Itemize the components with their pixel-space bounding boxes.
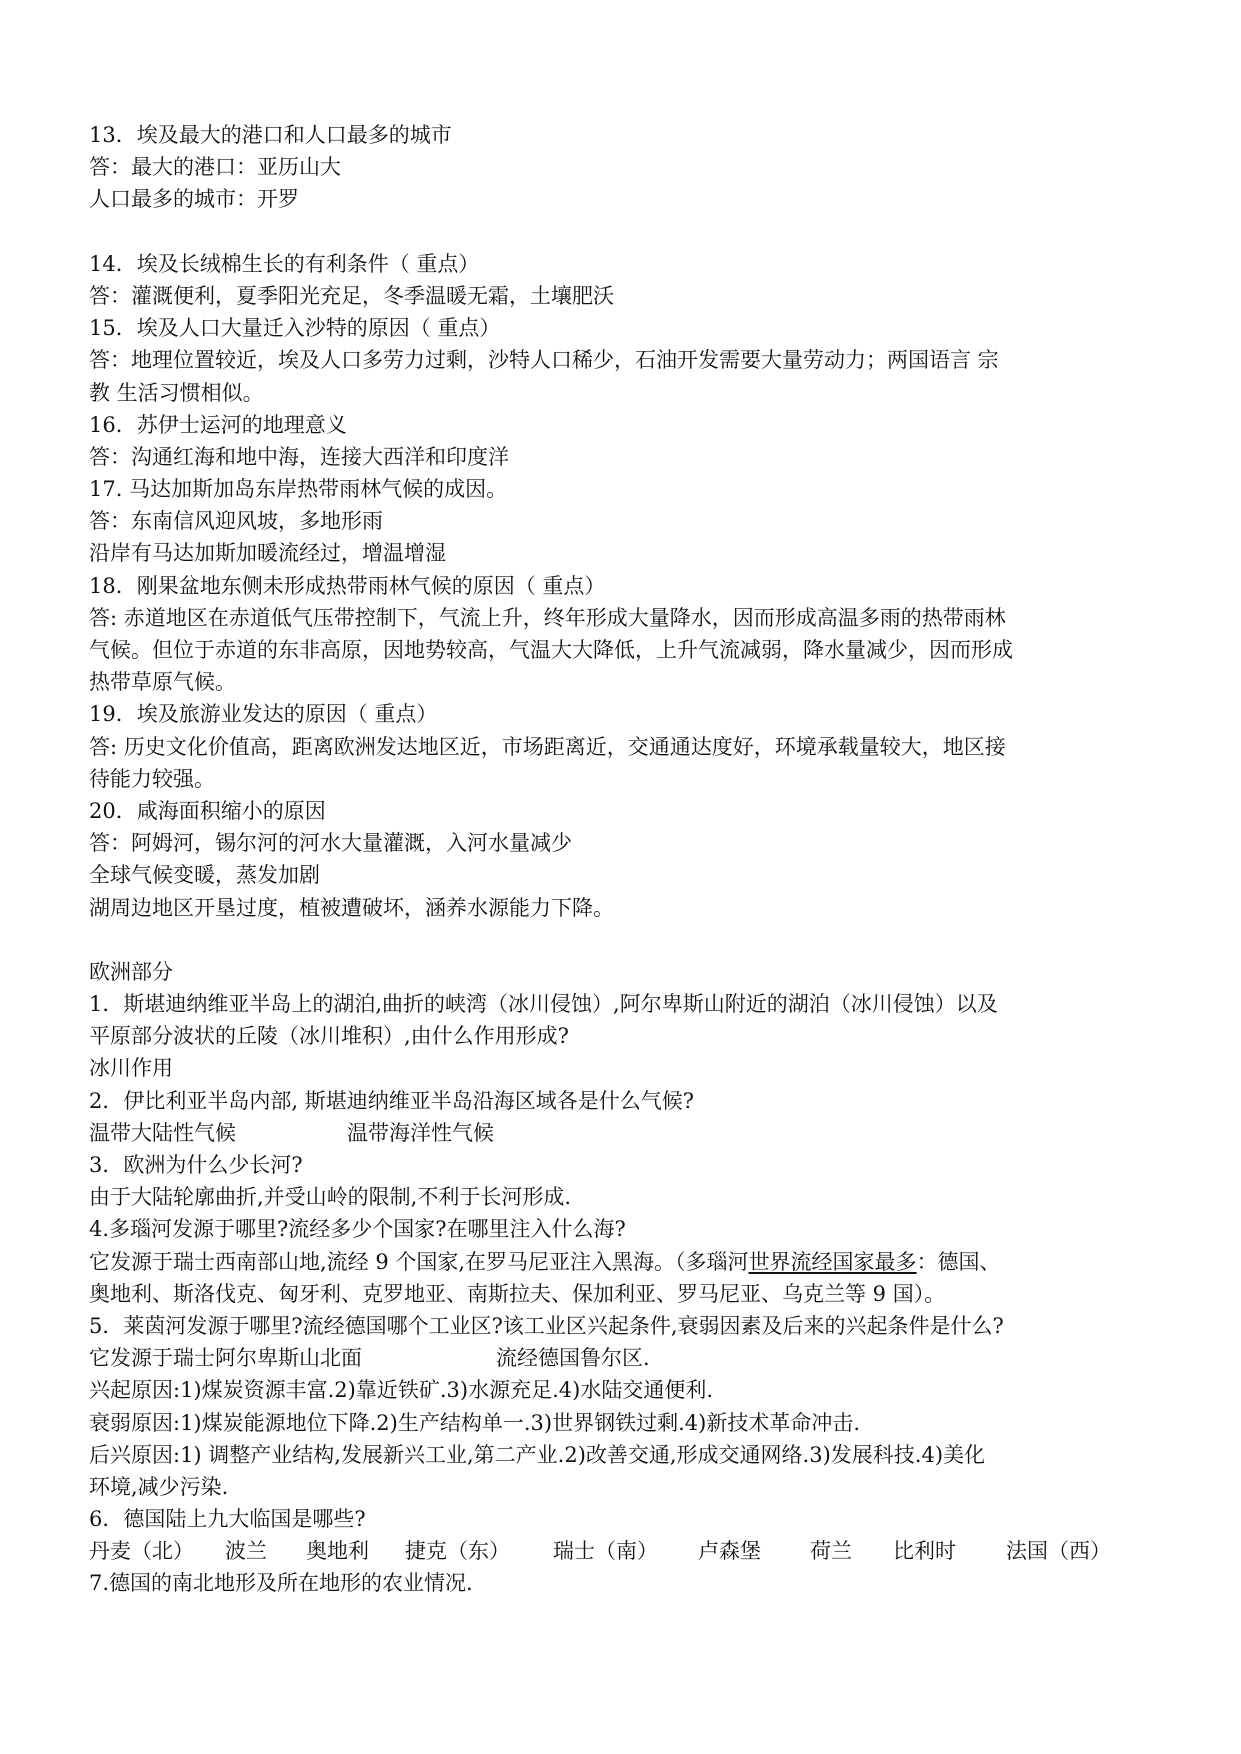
neighbor-item: 荷兰 [810,1539,852,1564]
answer-17a: 答：东南信风迎风坡，多地形雨 [89,509,383,534]
europe-question-5: 5．莱茵河发源于哪里?流经德国哪个工业区?该工业区兴起条件,衰弱因素及后来的兴起条件是什么? [89,1313,1004,1338]
climate-right: 温带海洋性气候 [347,1120,494,1145]
neighbor-item: 瑞士（南） [553,1539,658,1564]
question-17: 17. 马达加斯加岛东岸热带雨林气候的成因。 [89,477,508,502]
neighbor-item: 卢森堡 [698,1539,761,1564]
europe-answer-1: 冰川作用 [89,1056,173,1081]
question-14: 14．埃及长绒棉生长的有利条件（ 重点） [89,251,480,276]
question-13: 13．埃及最大的港口和人口最多的城市 [89,123,452,147]
answer-15b: 教 生活习惯相似。 [89,380,264,405]
europe-answer-2 [89,1117,1179,1149]
neighbor-item: 捷克（东） [405,1539,510,1564]
answer-17b: 沿岸有马达加斯加暖流经过，增温增湿 [89,541,446,566]
answer-16: 答：沟通红海和地中海，连接大西洋和印度洋 [89,444,509,469]
answer-18a: 答: 赤道地区在赤道低气压带控制下，气流上升，终年形成大量降水，因而形成高温多雨的热带雨林 [89,605,1006,630]
blank-line [89,216,1179,248]
danube-underlined: 世界流经国家最多 [748,1249,917,1274]
question-19: 19．埃及旅游业发达的原因（ 重点） [89,702,438,727]
europe-question-2: 2．伊比利亚半岛内部, 斯堪迪纳维亚半岛沿海区域各是什么气候? [89,1088,694,1113]
neighbor-item: 波兰 [225,1539,267,1564]
answer-20b: 全球气候变暖，蒸发加剧 [89,863,320,888]
blank-line [89,924,1179,956]
question-20: 20．咸海面积缩小的原因 [89,798,326,823]
answer-19a: 答: 历史文化价值高，距离欧洲发达地区近，市场距离近，交通通达度好，环境承载量较大，地区接 [89,734,1006,759]
answer-13a: 答：最大的港口：亚历山大 [89,155,341,180]
answer-14: 答：灌溉便利，夏季阳光充足，冬季温暖无霜，土壤肥沃 [89,283,614,308]
europe-answer-4a [89,1246,1179,1278]
revival-reasons-b: 环境,减少污染. [89,1474,229,1499]
answer-15a: 答：地理位置较近，埃及人口多劳力过剩，沙特人口稀少，石油开发需要大量劳动力；两国语言 宗 [89,348,999,373]
europe-question-4: 4.多瑙河发源于哪里?流经多少个国家?在哪里注入什么海? [89,1217,626,1242]
neighbor-item: 丹麦（北） [89,1539,194,1564]
answer-18b: 气候。但位于赤道的东非高原，因地势较高，气温大大降低，上升气流减弱，降水量减少，因而形成 [89,638,1013,662]
neighbor-item: 法国（西） [1006,1539,1111,1564]
europe-answer-3: 由于大陆轮廓曲折,并受山岭的限制,不利于长河形成. [89,1185,572,1210]
answer-20c: 湖周边地区开垦过度，植被遭破坏，涵养水源能力下降。 [89,895,614,920]
question-16: 16．苏伊士运河的地理意义 [89,412,347,437]
document-body [89,119,1179,1600]
revival-reasons-a: 后兴原因:1) 调整产业结构,发展新兴工业,第二产业.2)改善交通,形成交通网络.3)发展科技.4)美化 [89,1442,986,1467]
climate-left: 温带大陆性气候 [89,1120,236,1145]
neighbor-item: 奥地利 [306,1539,369,1564]
decline-reasons: 衰弱原因:1)煤炭能源地位下降.2)生产结构单一.3)世界钢铁过剩.4)新技术革命冲击. [89,1410,860,1435]
europe-answer-4b: 奥地利、斯洛伐克、匈牙利、克罗地亚、南斯拉夫、保加利亚、罗马尼亚、乌克兰等 9 国）。 [89,1281,946,1306]
rise-reasons: 兴起原因:1)煤炭资源丰富.2)靠近铁矿.3)水源充足.4)水陆交通便利. [89,1378,713,1403]
section-heading-europe: 欧洲部分 [89,959,173,984]
europe-question-1b: 平原部分波状的丘陵（冰川堆积）,由什么作用形成? [89,1024,569,1049]
question-15: 15．埃及人口大量迁入沙特的原因（ 重点） [89,316,501,341]
answer-20a: 答：阿姆河，锡尔河的河水大量灌溉，入河水量减少 [89,831,572,856]
rhine-region: 流经德国鲁尔区. [496,1346,650,1371]
europe-question-7: 7.德国的南北地形及所在地形的农业情况. [89,1571,473,1596]
question-18: 18．刚果盆地东侧未形成热带雨林气候的原因（ 重点） [89,573,606,598]
europe-answer-5a [89,1342,1179,1374]
danube-text-after: ：德国、 [916,1249,1001,1274]
answer-18c: 热带草原气候。 [89,670,236,695]
danube-text-before: 它发源于瑞士西南部山地,流经 9 个国家,在罗马尼亚注入黑海。（多瑙河 [89,1249,749,1274]
neighbor-item: 比利时 [893,1539,956,1564]
europe-question-3: 3．欧洲为什么少长河? [89,1153,303,1177]
answer-13b: 人口最多的城市：开罗 [89,187,299,212]
answer-19b: 待能力较强。 [89,766,215,791]
rhine-source: 它发源于瑞士阿尔卑斯山北面 [89,1346,362,1371]
neighbors-row [89,1535,1179,1567]
europe-question-1a: 1．斯堪迪纳维亚半岛上的湖泊,曲折的峡湾（冰川侵蚀）,阿尔卑斯山附近的湖泊（冰川侵蚀）以及 [89,992,998,1017]
europe-question-6: 6．德国陆上九大临国是哪些? [89,1507,366,1532]
